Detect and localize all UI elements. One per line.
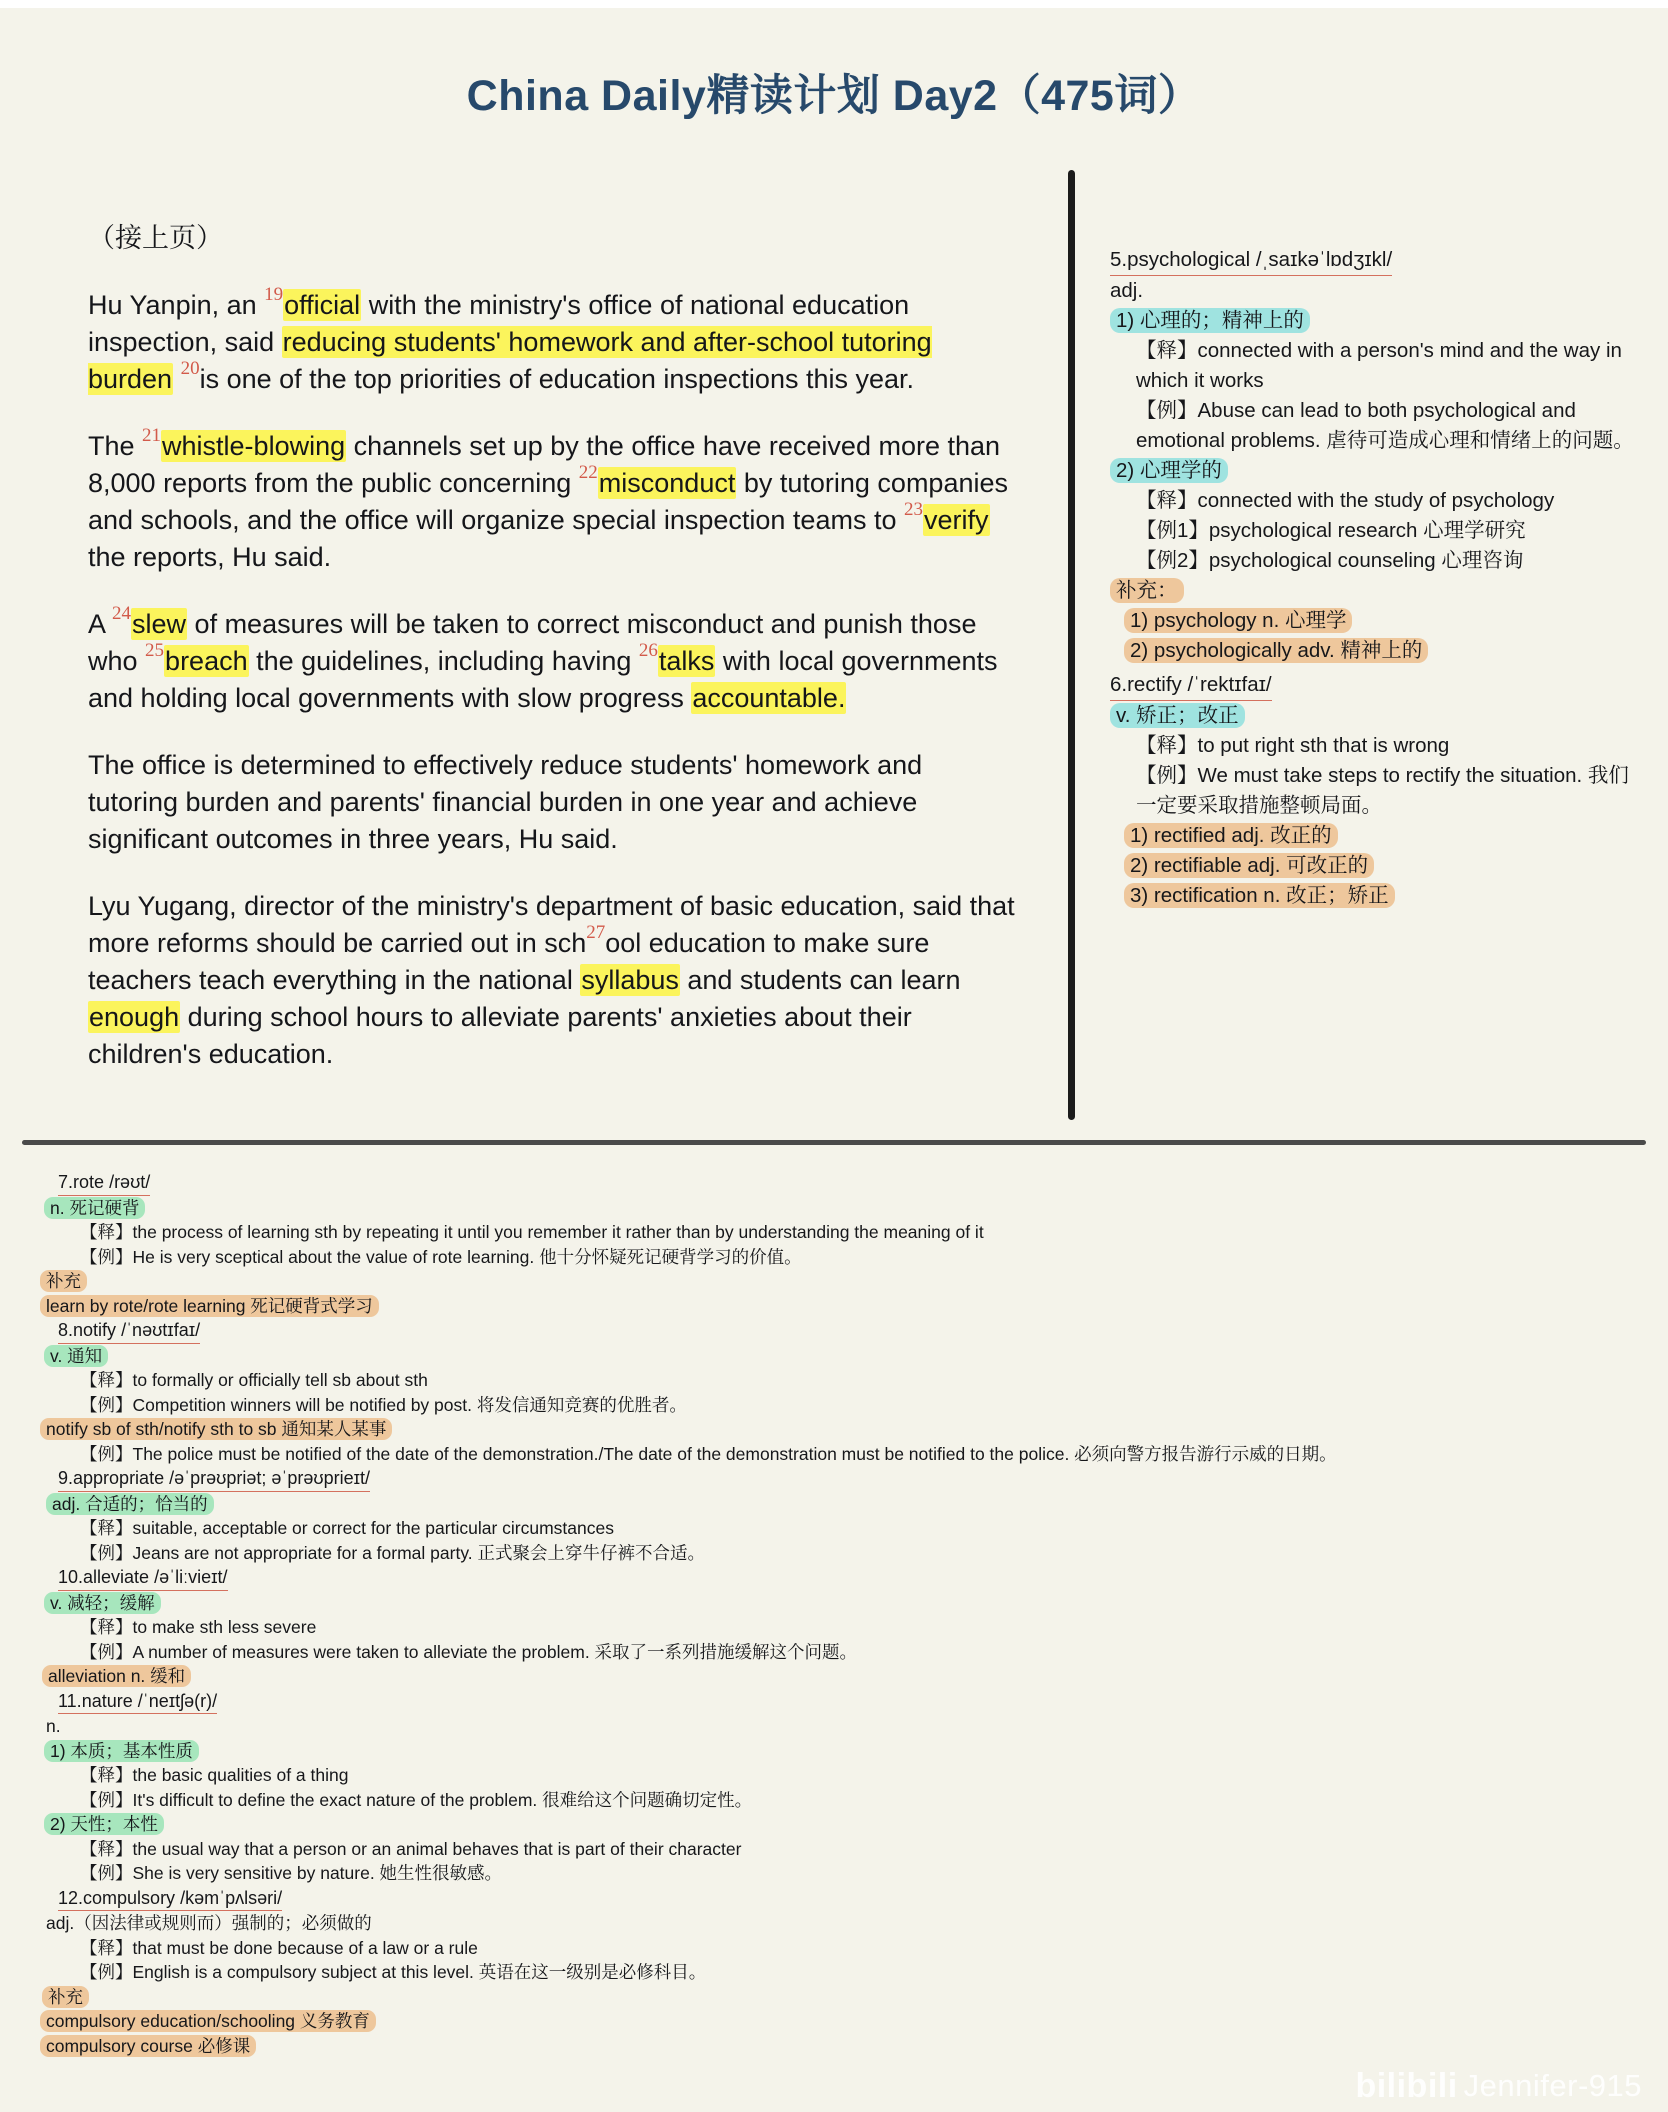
example-11-2: 【例】She is very sensitive by nature. 她生性很敏感。	[80, 1863, 503, 1883]
example-11-1: 【例】It's difficult to define the exact nature of the problem. 很难给这个问题确切定性。	[80, 1789, 753, 1810]
vertical-divider	[1068, 170, 1075, 1120]
sense-6-def: 【释】to put right sth that is wrong	[1136, 734, 1450, 757]
def-7: 【释】the process of learning sth by repeating it until you remember it rather than by understanding the meaning of it	[80, 1222, 984, 1242]
vocab-pos-12: adj.（因法律或规则而）强制的；必须做的	[46, 1913, 372, 1933]
continuation-note: （接上页）	[88, 223, 223, 253]
pen-mark-27: 27	[586, 922, 606, 943]
vocab-entry-notify	[0, 1318, 1668, 1466]
article-text	[88, 220, 1018, 1103]
example-7: 【例】He is very sceptical about the value of rote learning. 他十分怀疑死记硬背学习的价值。	[80, 1246, 802, 1267]
vocab-entry-rectify	[1110, 670, 1635, 911]
highlight-enough: enough	[89, 1002, 180, 1032]
sense-label-11-1: 1) 本质；基本性质	[44, 1740, 199, 1762]
highlight-misconduct: misconduct	[598, 468, 736, 498]
vocab-headword-12: 12.compulsory /kəmˈpʌlsəri/	[58, 1886, 282, 1912]
highlight-accountable: accountable.	[692, 683, 846, 713]
article-paragraph-4: The office is determined to effectively reduce students' homework and tutoring burden and parents' financial burden in one year and achieve significant outcomes in three years, Hu said.	[88, 750, 923, 854]
extra-header-5: 补充：	[1110, 578, 1184, 603]
extra-12-2: compulsory course 必修课	[40, 2035, 256, 2057]
sense-label-5-2: 2) 心理学的	[1110, 458, 1228, 483]
extra-5-2: 2) psychologically adv. 精神上的	[1124, 638, 1428, 663]
vocab-entry-alleviate	[0, 1565, 1668, 1689]
article-paragraph-1: Hu Yanpin, an $^{19}$official with the ministry's office of national education inspection, said reducing students' homework and after-school tutoring burden $^{20}$is one of the top priorities of education inspections this year.	[88, 284, 932, 394]
upper-panel	[0, 150, 1668, 1135]
horizontal-divider	[22, 1140, 1646, 1145]
sense-label-11-2: 2) 天性；本性	[44, 1813, 164, 1835]
extra-6-3: 3) rectification n. 改正；矫正	[1124, 883, 1395, 908]
vocab-pos-10: v. 减轻；缓解	[44, 1592, 161, 1614]
article-paragraph-5: Lyu Yugang, director of the ministry's department of basic education, said that more reforms should be carried out in sch$^{27}$ool education to make sure teachers teach everything in the national syllabus and students can learn enough during school hours to alleviate parents' anxieties about their children's education.	[88, 891, 1015, 1069]
vocab-headword-11: 11.nature /ˈneɪtʃə(r)/	[58, 1689, 217, 1715]
vocab-entry-compulsory	[0, 1886, 1668, 2059]
sense-5-2-example-2: 【例2】psychological counseling 心理咨询	[1136, 549, 1524, 572]
highlight-slew: slew	[132, 609, 187, 639]
vocab-pos-11: n.	[46, 1716, 61, 1736]
pen-mark-24: 24	[112, 603, 132, 624]
pen-mark-26: 26	[638, 640, 658, 661]
example-10: 【例】A number of measures were taken to alleviate the problem. 采取了一系列措施缓解这个问题。	[80, 1641, 858, 1662]
def-10: 【释】to make sth less severe	[80, 1617, 317, 1637]
vocab-headword-6: 6.rectify /ˈrektɪfaɪ/	[1110, 670, 1272, 701]
extra-10-1: alleviation n. 缓和	[42, 1665, 191, 1687]
sense-5-1-example: 【例】Abuse can lead to both psychological and emotional problems. 虐待可造成心理和情绪上的问题。	[1136, 399, 1634, 452]
def-9: 【释】suitable, acceptable or correct for the particular circumstances	[80, 1518, 614, 1538]
vocab-pos-8: v. 通知	[44, 1345, 108, 1367]
extra-header-7: 补充	[40, 1270, 87, 1292]
highlight-talks: talks	[658, 646, 715, 676]
sense-5-1-def: 【释】connected with a person's mind and the way in which it works	[1136, 339, 1622, 392]
vocab-column-right	[1110, 245, 1635, 913]
extra-7-1: learn by rote/rote learning 死记硬背式学习	[40, 1295, 379, 1317]
vocab-headword-7: 7.rote /rəʊt/	[58, 1170, 150, 1196]
article-paragraph-2: The $^{21}$whistle-blowing channels set up by the office have received more than 8,000 reports from the public concerning $^{22}$misconduct by tutoring companies and schools, and the office will organize special inspection teams to $^{23}$verify the reports, Hu said.	[88, 425, 1008, 572]
vocab-pos-7: n. 死记硬背	[44, 1197, 145, 1219]
example-8: 【例】Competition winners will be notified by post. 将发信通知竞赛的优胜者。	[80, 1394, 687, 1415]
pen-mark-25: 25	[145, 640, 165, 661]
def-11-1: 【释】the basic qualities of a thing	[80, 1765, 349, 1785]
example-12: 【例】English is a compulsory subject at this level. 英语在这一级别是必修科目。	[80, 1962, 707, 1982]
bilibili-logo-icon: bilibili	[1355, 2066, 1458, 2105]
highlight-syllabus: syllabus	[581, 965, 679, 995]
page-title: China Daily精读计划 Day2（475词）	[466, 72, 1202, 120]
vocab-pos-5: adj.	[1110, 279, 1144, 302]
vocab-headword-8: 8.notify /ˈnəʊtɪfaɪ/	[58, 1318, 200, 1344]
highlight-verify: verify	[923, 505, 989, 535]
highlight-breach: breach	[165, 646, 248, 676]
example-8-2: 【例】The police must be notified of the date of the demonstration./The date of the demonstration must be notified to the police. 必须向警方报告游行示威的日期。	[80, 1443, 1337, 1464]
sense-5-2-def: 【释】connected with the study of psychology	[1136, 489, 1555, 512]
vocab-entry-rote	[0, 1170, 1668, 1318]
watermark	[1355, 2066, 1642, 2105]
sense-5-2-example-1: 【例1】psychological research 心理学研究	[1136, 519, 1526, 542]
highlight-whistle-blowing: whistle-blowing	[162, 431, 346, 461]
top-edge-bar	[0, 0, 1668, 8]
vocab-pos-6: v. 矫正；改正	[1110, 703, 1245, 728]
article-paragraph-3: A $^{24}$slew of measures will be taken to correct misconduct and punish those who $^{25}$breach the guidelines, including having $^{26}$talks with local governments and holding local governments with slow progress accountable.	[88, 603, 998, 713]
pen-mark-19: 19	[264, 284, 284, 305]
pen-mark-23: 23	[903, 499, 923, 520]
vocab-entry-psychological	[1110, 245, 1635, 666]
vocab-pos-9: adj. 合适的；恰当的	[46, 1493, 214, 1515]
vocab-headword-10: 10.alleviate /əˈliːvieɪt/	[58, 1565, 228, 1591]
example-9: 【例】Jeans are not appropriate for a formal party. 正式聚会上穿牛仔裤不合适。	[80, 1542, 705, 1563]
extra-6-1: 1) rectified adj. 改正的	[1124, 823, 1338, 848]
pen-mark-20: 20	[180, 358, 200, 379]
sense-6-example: 【例】We must take steps to rectify the situation. 我们一定要采取措施整顿局面。	[1136, 764, 1629, 817]
pen-mark-21: 21	[142, 425, 162, 446]
pen-mark-22: 22	[578, 462, 598, 483]
phrase-8: notify sb of sth/notify sth to sb 通知某人某事	[40, 1418, 392, 1440]
vocab-headword-9: 9.appropriate /əˈprəʊpriət; əˈprəʊprieɪt/	[58, 1466, 370, 1492]
extra-6-2: 2) rectifiable adj. 可改正的	[1124, 853, 1374, 878]
highlight-reducing-burden: reducing students' homework and after-school tutoring burden	[88, 327, 932, 394]
def-12: 【释】that must be done because of a law or a rule	[80, 1937, 478, 1958]
extra-12-1: compulsory education/schooling 义务教育	[40, 2010, 376, 2032]
watermark-username: Jennifer-915	[1463, 2067, 1642, 2103]
sense-label-5-1: 1) 心理的；精神上的	[1110, 308, 1310, 333]
highlight-official: official	[284, 290, 361, 320]
extra-5-1: 1) psychology n. 心理学	[1124, 608, 1352, 633]
def-8: 【释】to formally or officially tell sb about sth	[80, 1370, 428, 1390]
vocab-entry-appropriate	[0, 1466, 1668, 1565]
extra-header-12: 补充	[42, 1986, 89, 2008]
vocab-entry-nature	[0, 1689, 1668, 1886]
vocab-headword-5: 5.psychological /ˌsaɪkəˈlɒdʒɪkl/	[1110, 245, 1392, 276]
lower-panel	[0, 1170, 1668, 2112]
def-11-2: 【释】the usual way that a person or an animal behaves that is part of their character	[80, 1838, 742, 1859]
